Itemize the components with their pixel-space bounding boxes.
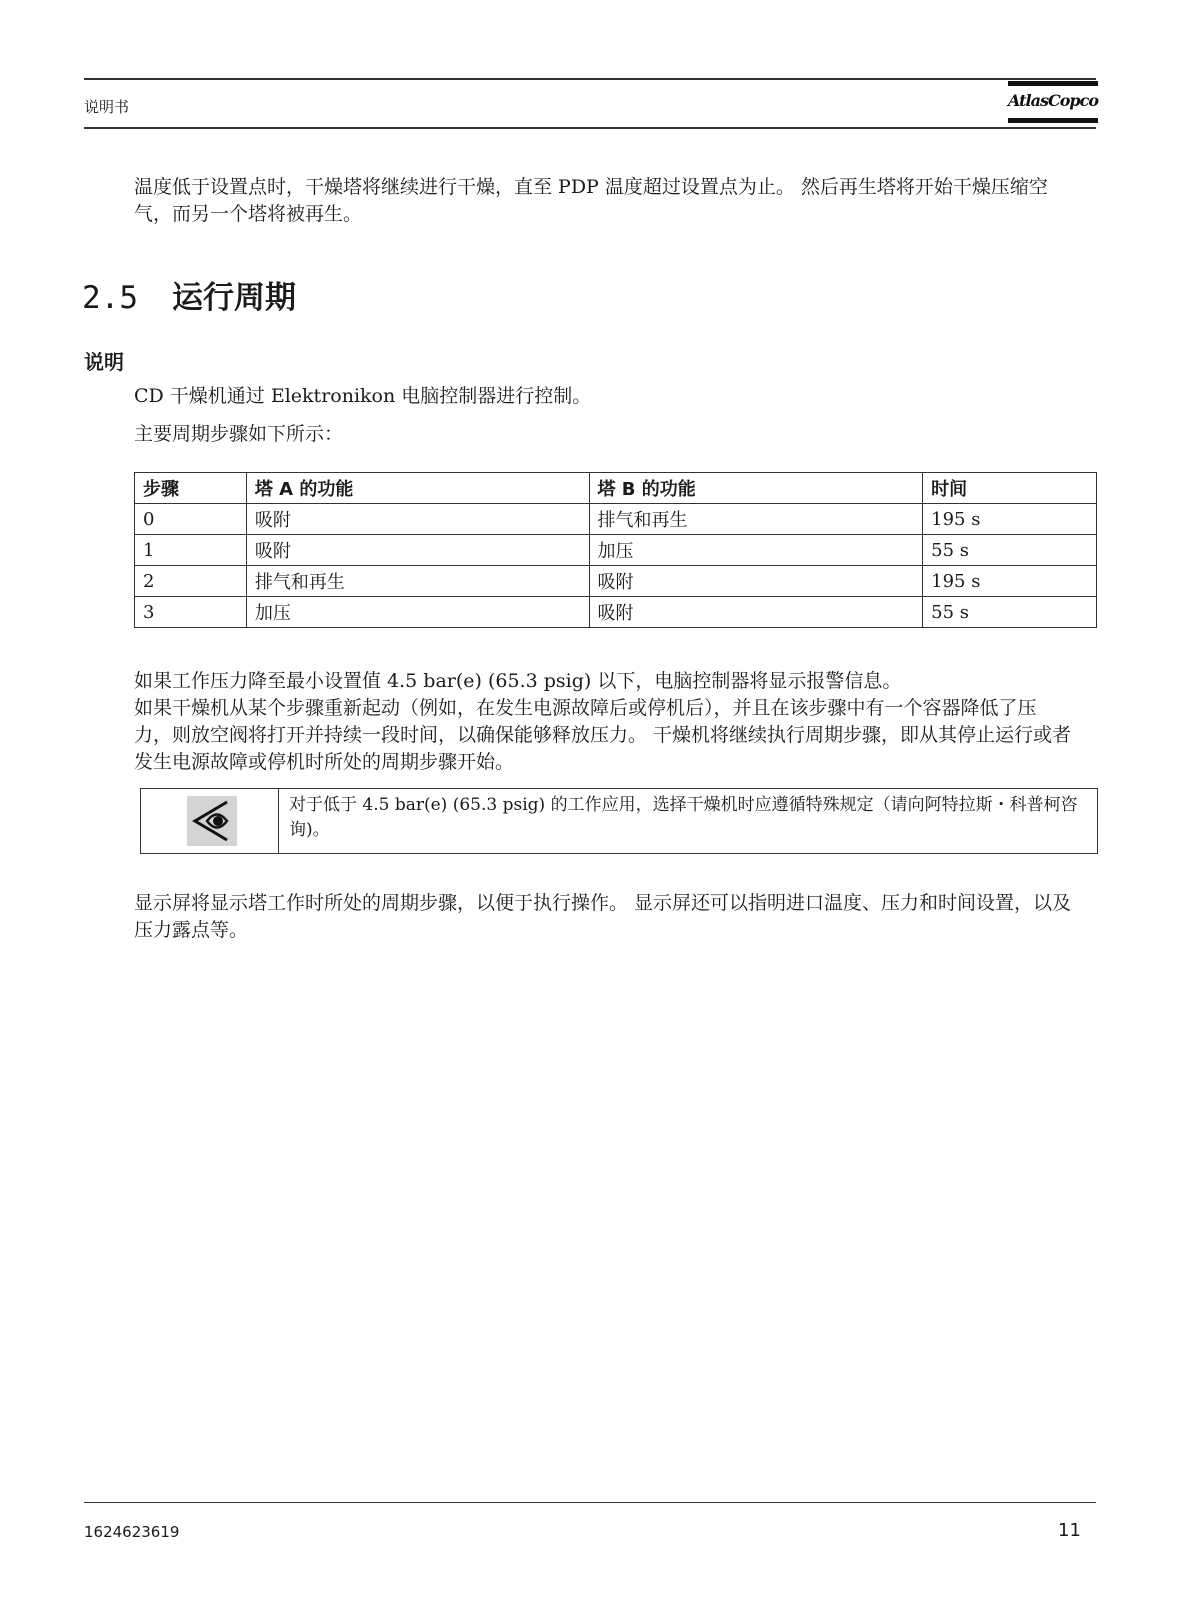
subsection-heading: 说明 [84, 350, 124, 374]
cell-tower-a: 加压 [246, 597, 589, 628]
header-tower-a: 塔 A 的功能 [246, 473, 589, 504]
description-line-1: CD 干燥机通过 Elektronikon 电脑控制器进行控制。 [134, 385, 592, 407]
cell-tower-a: 吸附 [246, 504, 589, 535]
section-number: 2.5 [82, 280, 138, 316]
restart-paragraph: 如果干燥机从某个步骤重新起动（例如，在发生电源故障后或停机后），并且在该步骤中有一个容器降低了压力，则放空阀将打开并持续一段时间，以确保能够释放压力。 干燥机将继续执行周期步骤，即从其停止运行或者发生电源故障或停机时所处的周期步骤开始。 [134, 697, 1072, 773]
atlas-copco-logo [1008, 81, 1098, 127]
table-row [135, 504, 1097, 535]
note-text: 对于低于 4.5 bar(e) (65.3 psig) 的工作应用，选择干燥机时应遵循特殊规定（请向阿特拉斯・科普柯咨询)。 [289, 795, 1078, 840]
cell-tower-b: 排气和再生 [589, 504, 923, 535]
section-title: 运行周期 [172, 280, 296, 316]
cell-time: 195 s [923, 504, 1097, 535]
cell-time: 55 s [923, 597, 1097, 628]
footer-rule [84, 1502, 1096, 1503]
table-header-row [135, 473, 1097, 504]
table-row [135, 566, 1097, 597]
cell-tower-a: 排气和再生 [246, 566, 589, 597]
cycle-steps-table [134, 472, 1097, 628]
header-tower-b: 塔 B 的功能 [589, 473, 923, 504]
logo-text: AtlasCopco [1008, 91, 1098, 110]
note-icon-cell [141, 789, 279, 853]
cell-step: 0 [135, 504, 247, 535]
eye-icon [187, 796, 237, 846]
page-number: 11 [1058, 1520, 1081, 1541]
header-step: 步骤 [135, 473, 247, 504]
intro-paragraph: 温度低于设置点时，干燥塔将继续进行干燥，直至 PDP 温度超过设置点为止。 然后再生塔将开始干燥压缩空气，而另一个塔将被再生。 [134, 176, 1048, 225]
logo-top-bar [1008, 81, 1098, 86]
header-time: 时间 [923, 473, 1097, 504]
header-title: 说明书 [84, 98, 130, 116]
description-line-2: 主要周期步骤如下所示： [134, 423, 344, 445]
cell-time: 55 s [923, 535, 1097, 566]
note-box [140, 788, 1098, 854]
cell-time: 195 s [923, 566, 1097, 597]
table-row [135, 535, 1097, 566]
document-id: 1624623619 [84, 1523, 180, 1541]
cell-tower-b: 吸附 [589, 566, 923, 597]
table-row [135, 597, 1097, 628]
section-heading [82, 272, 296, 317]
cell-step: 2 [135, 566, 247, 597]
cell-tower-b: 吸附 [589, 597, 923, 628]
header-top-rule [84, 78, 1096, 80]
logo-bottom-bar [1008, 118, 1098, 123]
display-paragraph: 显示屏将显示塔工作时所处的周期步骤，以便于执行操作。 显示屏还可以指明进口温度、压力和时间设置，以及压力露点等。 [134, 892, 1072, 941]
cell-tower-a: 吸附 [246, 535, 589, 566]
header-bottom-rule [84, 127, 1096, 129]
pressure-alarm-line: 如果工作压力降至最小设置值 4.5 bar(e) (65.3 psig) 以下，电脑控制器将显示报警信息。 [134, 670, 902, 692]
cell-step: 1 [135, 535, 247, 566]
cell-tower-b: 加压 [589, 535, 923, 566]
cell-step: 3 [135, 597, 247, 628]
